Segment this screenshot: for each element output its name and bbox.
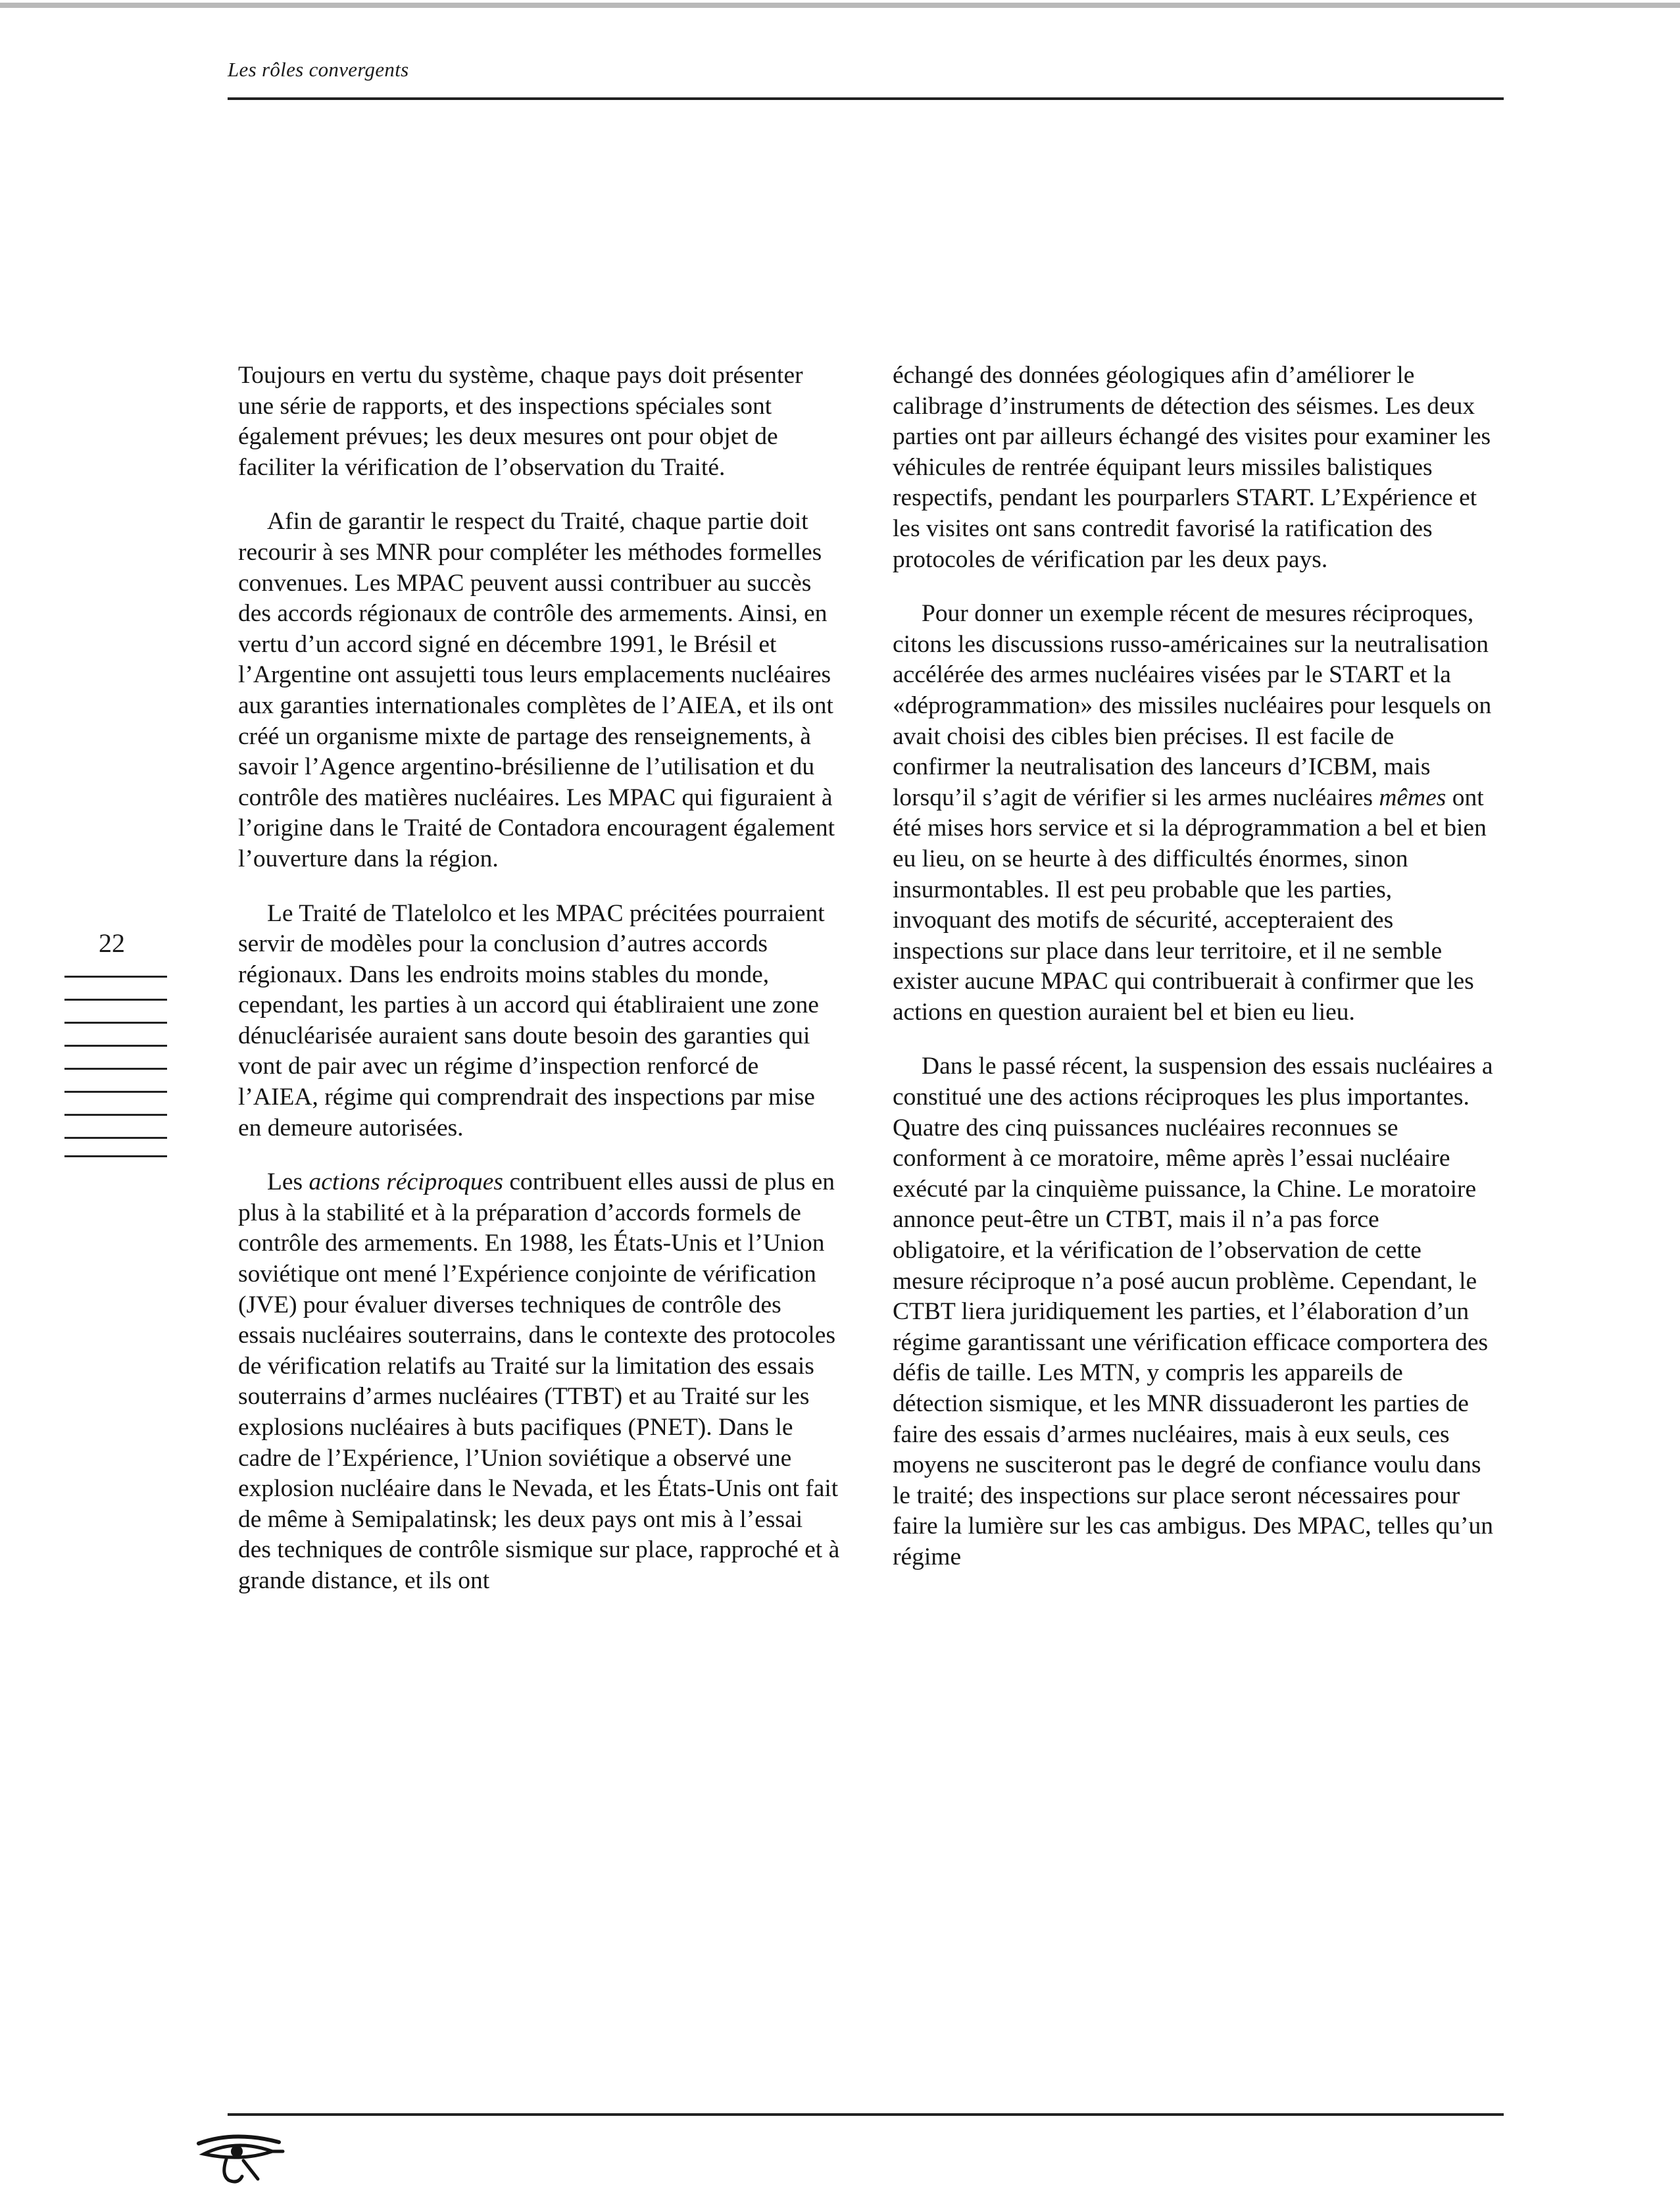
margin-tick-rule [64, 1045, 167, 1047]
paragraph [238, 1167, 840, 1596]
footer-rule [228, 2113, 1504, 2116]
margin-tick-rule [64, 999, 167, 1001]
paragraph-lead: Pour donner un exemple récent de mesures réciproques, citons les discussions russo-américaines sur la neutralisation accélérée des armes nucléaires visées par le START et la «déprogrammation» des missiles nucléaires pour lesquels on avait choisi des cibles bien précises. Il est facile de confirmer la neutralisation des lanceurs d’ICBM, mais lorsqu’il s’agit de vérifier si les armes nucléaires [893, 600, 1492, 811]
margin-tick-rule [64, 1137, 167, 1139]
running-title: Les rôles convergents [228, 58, 409, 81]
header-rule [228, 97, 1504, 100]
margin-tick-rule [64, 1091, 167, 1093]
margin-tick-rule [64, 1068, 167, 1070]
paragraph: Le Traité de Tlatelolco et les MPAC précitées pourraient servir de modèles pour la conclusion d’autres accords régionaux. Dans les endroits moins stables du monde, cependant, les parties à un accord qui établiraient une zone dénucléarisée auraient sans doute besoin des garanties qui vont de pair avec un régime d’inspection renforcé de l’AIEA, régime qui comprendrait des inspections par mise en demeure autorisées. [238, 899, 825, 1141]
emphasis-term: mêmes [1379, 784, 1446, 811]
paragraph [893, 599, 1495, 1028]
paragraph-rest: ont été mises hors service et si la déprogrammation a bel et bien eu lieu, on se heurte à des difficultés énormes, sinon insurmontables. Il est peu probable que les parties, invoquant des motifs de sécurité, accepteraient des inspections sur place dans leur territoire, et il ne semble exister aucune MPAC qui contribuerait à confirmer que les actions en question auraient bel et bien eu lieu. [893, 784, 1487, 1026]
paragraph: Afin de garantir le respect du Traité, chaque partie doit recourir à ses MNR pour compléter les méthodes formelles convenues. Les MPAC peuvent aussi contribuer au succès des accords régionaux de contrôle des armements. Ainsi, en vertu d’un accord signé en décembre 1991, le Brésil et l’Argentine ont assujetti tous leurs emplacements nucléaires aux garanties internationales complètes de l’AIEA, et ils ont créé un organisme mixte de partage des renseignements, à savoir l’Agence argentino-brésilienne de l’utilisation et du contrôle des matières nucléaires. Les MPAC qui figuraient à l’origine dans le Traité de Contadora encouragent également l’ouverture dans la région. [238, 508, 835, 872]
paragraph-lead: Les [267, 1168, 309, 1196]
emphasis-term: actions réciproques [309, 1168, 503, 1196]
page-number: 22 [99, 928, 125, 958]
eye-of-horus-icon [195, 2132, 287, 2184]
scan-edge-line [0, 3, 1680, 8]
paragraph: échangé des données géologiques afin d’améliorer le calibrage d’instruments de détection des séismes. Les deux parties ont par ailleurs échangé des visites pour examiner les véhicules de rentrée équipant leurs missiles balistiques respectifs, pendant les pourparlers START. L’Expérience et les visites ont sans contredit favorisé la ratification des protocoles de vérification par les deux pays. [893, 362, 1491, 573]
margin-tick-rule [64, 976, 167, 978]
right-column [893, 361, 1495, 1597]
paragraph: Dans le passé récent, la suspension des essais nucléaires a constitué une des actions réciproques les plus importantes. Quatre des cinq puissances nucléaires reconnues se conforment à ce moratoire, même après l’essai nucléaire exécuté par la cinquième puissance, la Chine. Le moratoire annonce peut-être un CTBT, mais il n’a pas force obligatoire, et la vérification de l’observation de cette mesure réciproque n’a posé aucun problème. Cependant, le CTBT liera juridiquement les parties, et l’élaboration d’un régime garantissant une vérification efficace comportera des défis de taille. Les MTN, y compris les appareils de détection sismique, et les MNR dissuaderont les parties de faire des essais d’armes nucléaires, mais à eux seuls, ces moyens ne susciteront pas le degré de confiance voulu dans le traité; des inspections sur place seront nécessaires pour faire la lumière sur les cas ambigus. Des MPAC, telles qu’un régime [893, 1053, 1494, 1570]
left-column [238, 361, 840, 1620]
paragraph: Toujours en vertu du système, chaque pays doit présenter une série de rapports, et des inspections spéciales sont également prévues; les deux mesures ont pour objet de faciliter la vérification de l’observation du Traité. [238, 362, 803, 481]
margin-tick-rule [64, 1022, 167, 1024]
paragraph-rest: contribuent elles aussi de plus en plus à la stabilité et à la préparation d’accords formels de contrôle des armements. En 1988, les États-Unis et l’Union soviétique ont mené l’Expérience conjointe de vérification (JVE) pour évaluer diverses techniques de contrôle des essais nucléaires souterrains, dans le contexte des protocoles de vérification relatifs au Traité sur la limitation des essais souterrains d’armes nucléaires (TTBT) et au Traité sur les explosions nucléaires à buts pacifiques (PNET). Dans le cadre de l’Expérience, l’Union soviétique a observé une explosion nucléaire dans le Nevada, et les États-Unis ont fait de même à Semipalatinsk; les deux pays ont mis à l’essai des techniques de contrôle sismique sur place, rapproché et à grande distance, et ils ont [238, 1168, 840, 1594]
margin-tick-rule [64, 1114, 167, 1116]
margin-tick-rule [64, 1155, 167, 1157]
